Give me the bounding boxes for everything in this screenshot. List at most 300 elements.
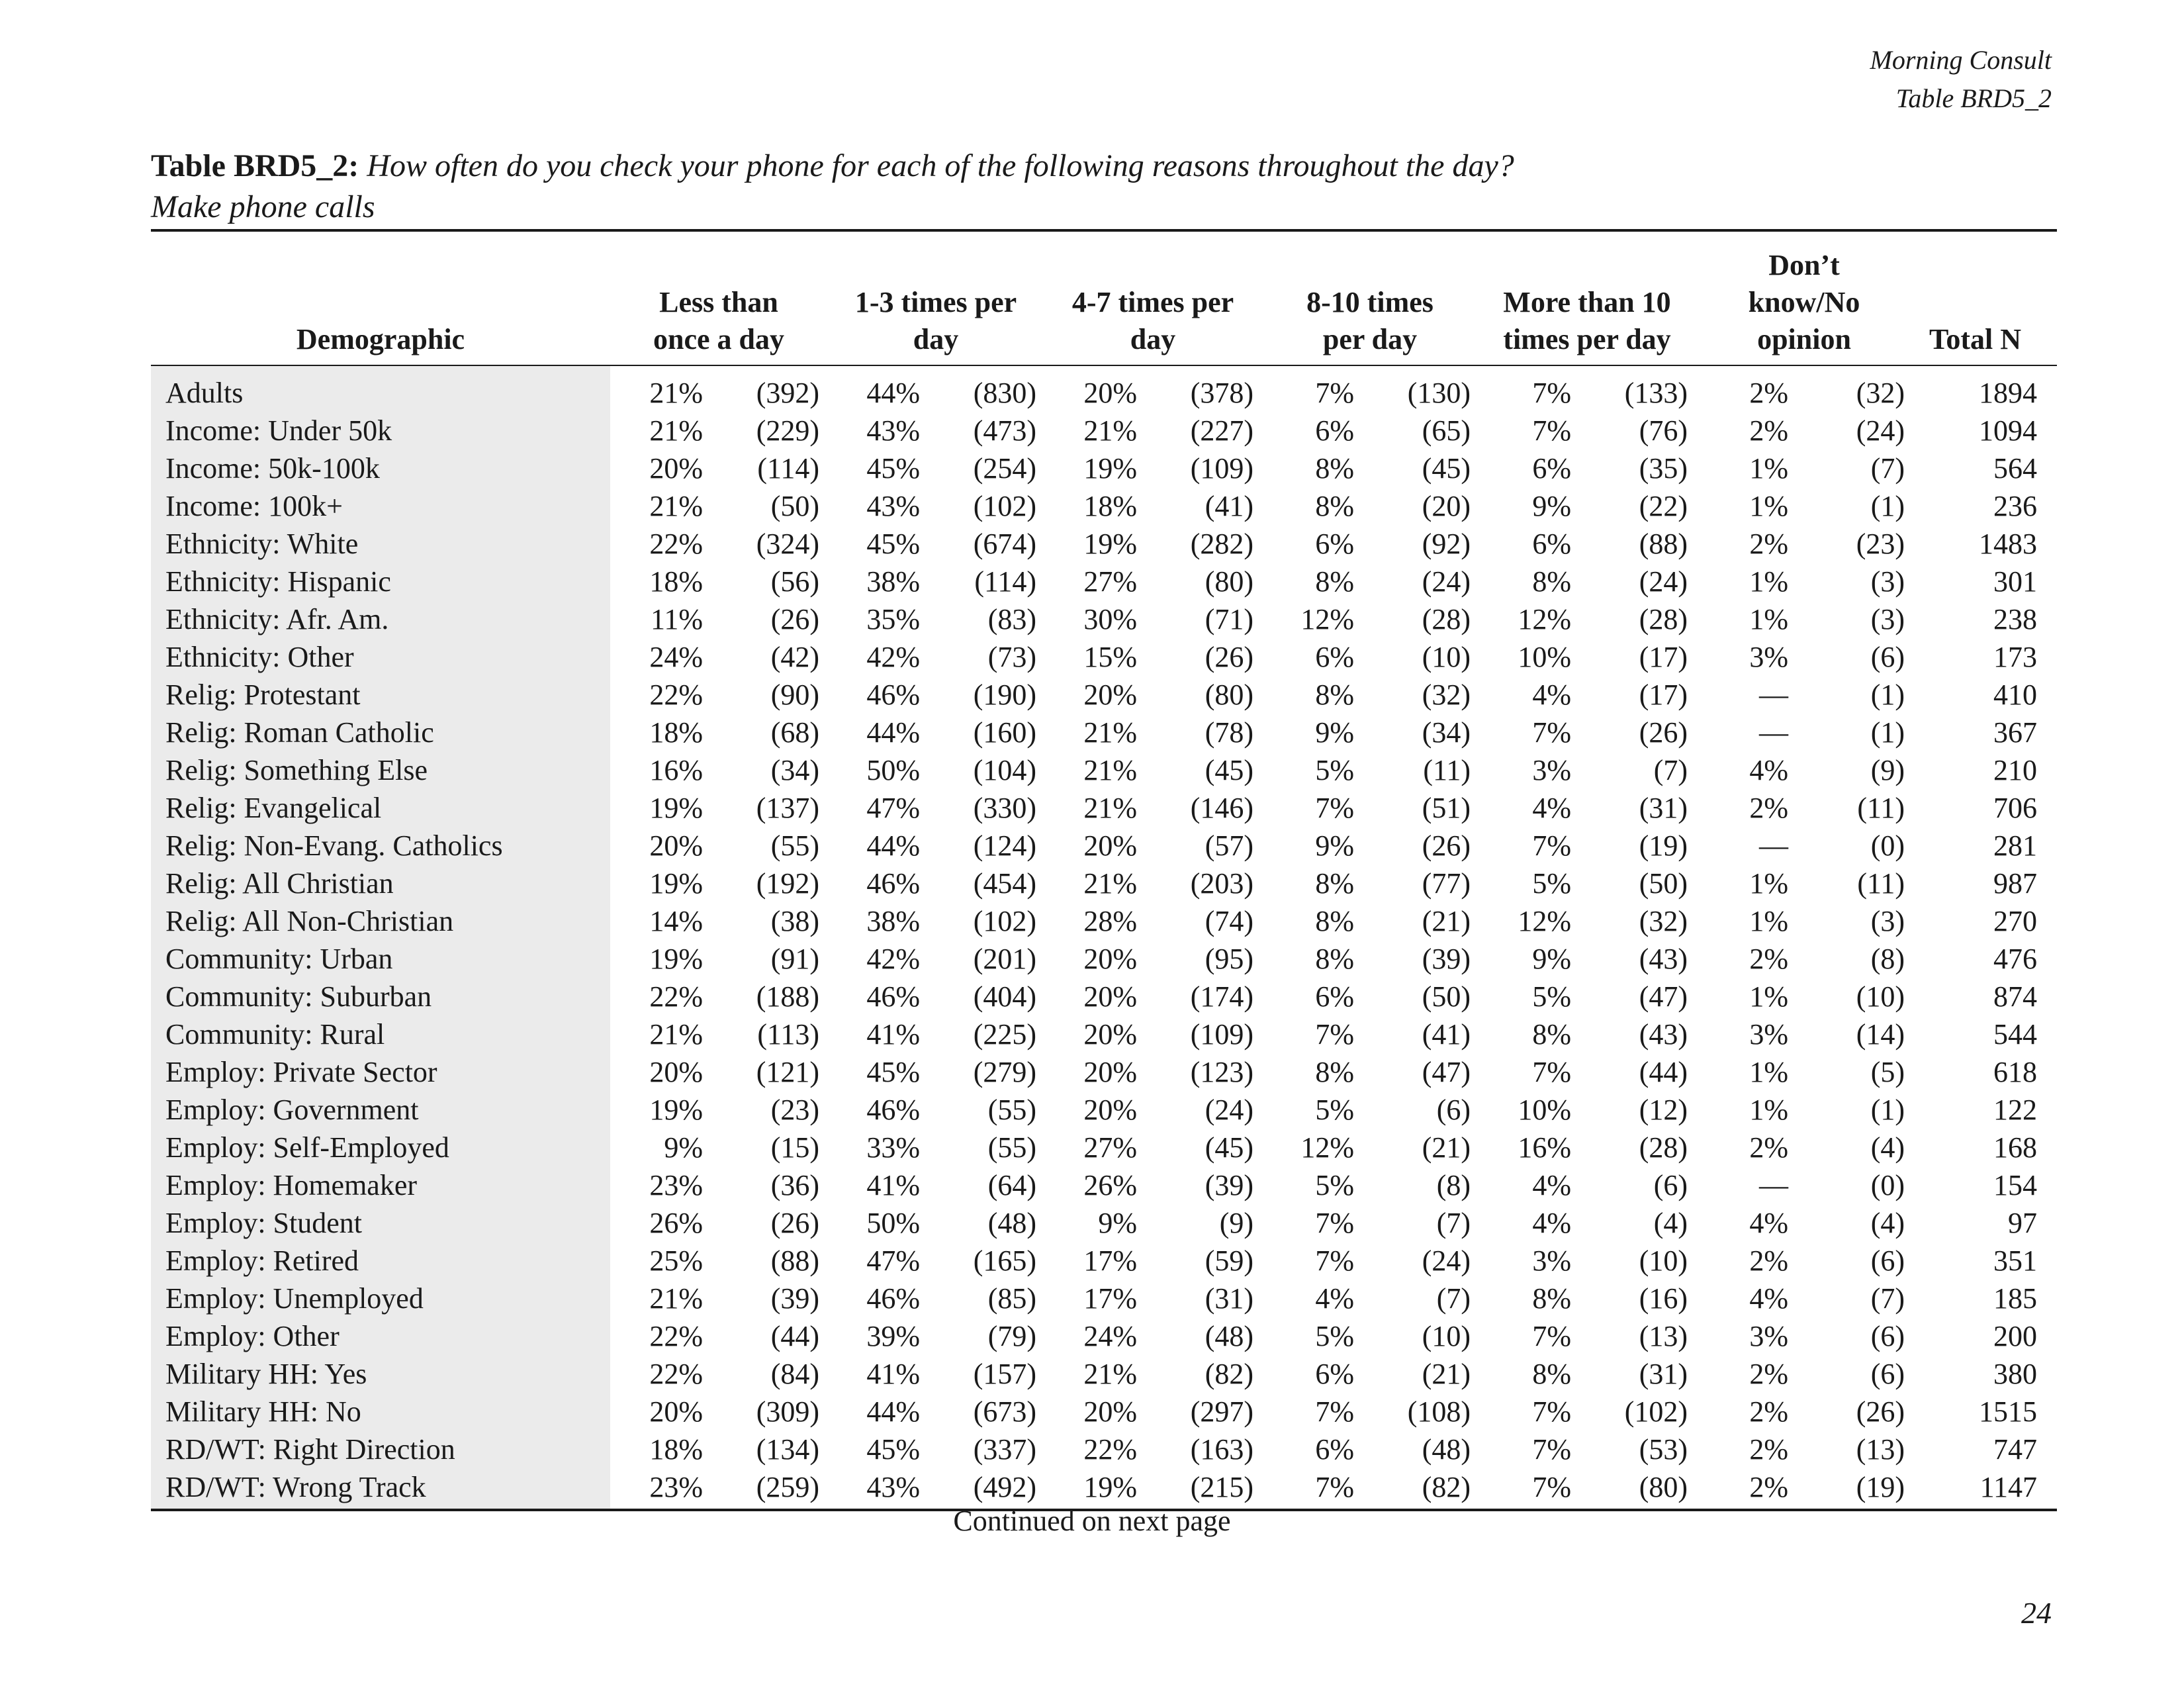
cell-percent: 7%	[1532, 1320, 1571, 1352]
cell-percent: 22%	[649, 1358, 703, 1390]
table-row	[151, 1129, 2057, 1166]
cell-count: (10)	[1422, 641, 1471, 673]
cell-count: (11)	[1857, 792, 1905, 824]
cell-percent: 5%	[1315, 1320, 1354, 1352]
cell-count: (76)	[1639, 414, 1688, 447]
table-row	[151, 525, 2057, 563]
cell-count: (165)	[973, 1244, 1036, 1277]
cell-percent: 21%	[649, 377, 703, 409]
cell-count: (227)	[1190, 414, 1253, 447]
cell-count: (282)	[1190, 528, 1253, 560]
cell-percent: 1%	[1749, 565, 1788, 598]
cell-percent: —	[1759, 1169, 1788, 1201]
cell-total-n: 210	[1993, 754, 2037, 786]
row-demographic: Income: Under 50k	[151, 412, 610, 449]
cell-count: (78)	[1205, 716, 1253, 749]
cell-count: (109)	[1190, 1018, 1253, 1051]
cell-percent: 46%	[866, 1094, 920, 1126]
cell-percent: 27%	[1083, 565, 1137, 598]
cell-count: (88)	[1639, 528, 1688, 560]
cell-percent: 1%	[1749, 452, 1788, 485]
cell-count: (102)	[973, 905, 1036, 937]
cell-percent: 50%	[866, 1207, 920, 1239]
cell-count: (337)	[973, 1433, 1036, 1466]
cell-count: (324)	[756, 528, 819, 560]
cell-percent: 20%	[1083, 980, 1137, 1013]
cell-count: (10)	[1422, 1320, 1471, 1352]
cell-percent: 4%	[1532, 1207, 1571, 1239]
cell-count: (95)	[1205, 943, 1253, 975]
row-demographic: Relig: Non-Evang. Catholics	[151, 827, 610, 865]
cell-count: (0)	[1870, 1169, 1905, 1201]
cell-percent: 4%	[1749, 1282, 1788, 1315]
cell-total-n: 154	[1993, 1169, 2037, 1201]
table-row	[151, 1204, 2057, 1242]
cell-count: (404)	[973, 980, 1036, 1013]
cell-count: (55)	[987, 1131, 1036, 1164]
cell-percent: 8%	[1315, 490, 1354, 522]
row-demographic: Adults	[151, 365, 610, 412]
cell-percent: 41%	[866, 1169, 920, 1201]
cell-count: (83)	[987, 603, 1036, 635]
cell-percent: 20%	[1083, 1395, 1137, 1428]
cell-count: (6)	[1653, 1169, 1688, 1201]
cell-count: (45)	[1205, 754, 1253, 786]
cell-percent: 8%	[1315, 452, 1354, 485]
cell-percent: 10%	[1518, 1094, 1571, 1126]
cell-percent: 20%	[1083, 1018, 1137, 1051]
cell-count: (23)	[1856, 528, 1905, 560]
cell-count: (43)	[1639, 943, 1688, 975]
cell-count: (32)	[1856, 377, 1905, 409]
cell-count: (102)	[1624, 1395, 1688, 1428]
cell-percent: 16%	[1518, 1131, 1571, 1164]
cell-count: (24)	[1856, 414, 1905, 447]
cell-percent: 12%	[1300, 1131, 1354, 1164]
row-demographic: RD/WT: Right Direction	[151, 1430, 610, 1468]
cell-percent: 1%	[1749, 1094, 1788, 1126]
cell-percent: 43%	[866, 414, 920, 447]
cell-percent: 20%	[1083, 679, 1137, 711]
cell-percent: 7%	[1532, 716, 1571, 749]
cell-percent: 10%	[1518, 641, 1571, 673]
cell-percent: 41%	[866, 1018, 920, 1051]
table-row	[151, 1015, 2057, 1053]
cell-count: (7)	[1653, 754, 1688, 786]
cell-count: (32)	[1639, 905, 1688, 937]
cell-percent: 3%	[1749, 641, 1788, 673]
cell-percent: 44%	[866, 377, 920, 409]
cell-count: (133)	[1624, 377, 1688, 409]
cell-count: (192)	[756, 867, 819, 900]
cell-count: (6)	[1870, 1320, 1905, 1352]
cell-count: (82)	[1205, 1358, 1253, 1390]
cell-count: (8)	[1436, 1169, 1471, 1201]
cell-count: (188)	[756, 980, 819, 1013]
cell-percent: 20%	[1083, 829, 1137, 862]
cell-percent: 14%	[649, 905, 703, 937]
row-demographic: RD/WT: Wrong Track	[151, 1468, 610, 1510]
cell-percent: 24%	[1083, 1320, 1137, 1352]
cell-percent: 45%	[866, 1056, 920, 1088]
cell-count: (225)	[973, 1018, 1036, 1051]
cell-count: (34)	[770, 754, 819, 786]
cell-percent: 18%	[649, 565, 703, 598]
cell-percent: 17%	[1083, 1282, 1137, 1315]
cell-percent: 20%	[649, 452, 703, 485]
cell-percent: 4%	[1749, 1207, 1788, 1239]
cell-percent: 1%	[1749, 490, 1788, 522]
cell-total-n: 173	[1993, 641, 2037, 673]
cell-percent: 27%	[1083, 1131, 1137, 1164]
cell-count: (146)	[1190, 792, 1253, 824]
cell-percent: 6%	[1315, 980, 1354, 1013]
col-header-1-3-times: 1-3 times per day	[854, 286, 1017, 355]
cell-percent: 41%	[866, 1358, 920, 1390]
cell-count: (9)	[1219, 1207, 1253, 1239]
row-demographic: Relig: All Non-Christian	[151, 902, 610, 940]
cell-percent: 2%	[1749, 1358, 1788, 1390]
col-header-8-10-times: 8-10 times per day	[1306, 286, 1433, 355]
cell-count: (11)	[1857, 867, 1905, 900]
cell-total-n: 168	[1993, 1131, 2037, 1164]
cell-count: (24)	[1205, 1094, 1253, 1126]
cell-percent: 6%	[1532, 452, 1571, 485]
cell-percent: 43%	[866, 1471, 920, 1503]
cell-count: (82)	[1422, 1471, 1471, 1503]
cell-total-n: 987	[1993, 867, 2037, 900]
cell-count: (80)	[1205, 679, 1253, 711]
cell-count: (492)	[973, 1471, 1036, 1503]
cell-count: (45)	[1205, 1131, 1253, 1164]
cell-percent: 7%	[1315, 377, 1354, 409]
cell-count: (32)	[1422, 679, 1471, 711]
cell-percent: 7%	[1315, 1395, 1354, 1428]
row-demographic: Employ: Other	[151, 1317, 610, 1355]
cell-count: (4)	[1870, 1131, 1905, 1164]
cell-percent: 6%	[1315, 414, 1354, 447]
cell-total-n: 301	[1993, 565, 2037, 598]
cell-percent: 6%	[1315, 1433, 1354, 1466]
cell-count: (48)	[1205, 1320, 1253, 1352]
table-row	[151, 714, 2057, 751]
cell-percent: 6%	[1315, 641, 1354, 673]
cell-percent: 1%	[1749, 980, 1788, 1013]
cell-count: (203)	[1190, 867, 1253, 900]
cell-count: (50)	[1639, 867, 1688, 900]
table-row	[151, 751, 2057, 789]
cell-percent: 3%	[1749, 1320, 1788, 1352]
cell-percent: 7%	[1315, 1471, 1354, 1503]
cell-percent: 38%	[866, 565, 920, 598]
cell-percent: 12%	[1518, 905, 1571, 937]
cell-count: (297)	[1190, 1395, 1253, 1428]
table-row	[151, 1166, 2057, 1204]
cell-percent: 9%	[1098, 1207, 1137, 1239]
row-demographic: Military HH: No	[151, 1393, 610, 1430]
cell-count: (392)	[756, 377, 819, 409]
cell-count: (1)	[1870, 716, 1905, 749]
cell-total-n: 706	[1993, 792, 2037, 824]
cell-total-n: 476	[1993, 943, 2037, 975]
cell-percent: —	[1759, 679, 1788, 711]
cell-percent: 8%	[1315, 867, 1354, 900]
row-demographic: Income: 100k+	[151, 487, 610, 525]
cell-percent: 26%	[649, 1207, 703, 1239]
question-text: How often do you check your phone for each of the following reasons throughout the day?	[367, 148, 1514, 183]
cell-total-n: 380	[1993, 1358, 2037, 1390]
table-row	[151, 1393, 2057, 1430]
cell-count: (84)	[770, 1358, 819, 1390]
cell-count: (24)	[1422, 1244, 1471, 1277]
cell-count: (124)	[973, 829, 1036, 862]
cell-count: (11)	[1423, 754, 1471, 786]
cell-percent: 7%	[1532, 1395, 1571, 1428]
col-header-less-than-once: Less than once a day	[653, 286, 784, 355]
cell-count: (6)	[1436, 1094, 1471, 1126]
cell-count: (17)	[1639, 641, 1688, 673]
cell-percent: 20%	[1083, 943, 1137, 975]
cell-total-n: 410	[1993, 679, 2037, 711]
cell-count: (1)	[1870, 490, 1905, 522]
cell-count: (80)	[1205, 565, 1253, 598]
cell-percent: 25%	[649, 1244, 703, 1277]
cell-total-n: 200	[1993, 1320, 2037, 1352]
row-demographic: Employ: Retired	[151, 1242, 610, 1280]
cell-count: (6)	[1870, 641, 1905, 673]
cell-total-n: 544	[1993, 1018, 2037, 1051]
cell-percent: 22%	[649, 679, 703, 711]
cell-percent: 4%	[1315, 1282, 1354, 1315]
cell-count: (44)	[770, 1320, 819, 1352]
cell-count: (80)	[1639, 1471, 1688, 1503]
cell-percent: 7%	[1315, 1018, 1354, 1051]
cell-percent: 7%	[1532, 1056, 1571, 1088]
cell-count: (215)	[1190, 1471, 1253, 1503]
cell-count: (160)	[973, 716, 1036, 749]
table-row	[151, 449, 2057, 487]
cell-percent: 5%	[1532, 980, 1571, 1013]
cell-percent: 21%	[649, 414, 703, 447]
cell-count: (0)	[1870, 829, 1905, 862]
cell-percent: 8%	[1315, 679, 1354, 711]
cell-count: (190)	[973, 679, 1036, 711]
cell-percent: 2%	[1749, 1395, 1788, 1428]
cell-percent: 1%	[1749, 1056, 1788, 1088]
cell-count: (8)	[1870, 943, 1905, 975]
cell-total-n: 618	[1993, 1056, 2037, 1088]
row-demographic: Employ: Unemployed	[151, 1280, 610, 1317]
table-row	[151, 978, 2057, 1015]
cell-percent: 20%	[1083, 377, 1137, 409]
cell-count: (23)	[770, 1094, 819, 1126]
cell-count: (39)	[1422, 943, 1471, 975]
cell-count: (34)	[1422, 716, 1471, 749]
cell-percent: 3%	[1532, 1244, 1571, 1277]
cell-percent: 5%	[1315, 1094, 1354, 1126]
row-demographic: Ethnicity: White	[151, 525, 610, 563]
cell-count: (56)	[770, 565, 819, 598]
cell-count: (42)	[770, 641, 819, 673]
cell-count: (53)	[1639, 1433, 1688, 1466]
cell-percent: 11%	[650, 603, 703, 635]
cell-percent: 45%	[866, 1433, 920, 1466]
cell-percent: 21%	[1083, 716, 1137, 749]
cell-count: (673)	[973, 1395, 1036, 1428]
cell-percent: 19%	[649, 792, 703, 824]
cell-percent: 18%	[649, 1433, 703, 1466]
cell-count: (92)	[1422, 528, 1471, 560]
cell-count: (26)	[1856, 1395, 1905, 1428]
cell-percent: 44%	[866, 1395, 920, 1428]
cell-count: (65)	[1422, 414, 1471, 447]
cell-total-n: 1483	[1979, 528, 2037, 560]
cell-count: (74)	[1205, 905, 1253, 937]
cell-count: (174)	[1190, 980, 1253, 1013]
table-row	[151, 563, 2057, 600]
cell-percent: 20%	[1083, 1094, 1137, 1126]
cell-count: (41)	[1422, 1018, 1471, 1051]
row-demographic: Community: Urban	[151, 940, 610, 978]
cell-count: (50)	[1422, 980, 1471, 1013]
cell-count: (7)	[1870, 1282, 1905, 1315]
cell-count: (330)	[973, 792, 1036, 824]
col-header-total-n: Total N	[1929, 323, 2021, 355]
cell-count: (64)	[987, 1169, 1036, 1201]
table-row	[151, 827, 2057, 865]
table-row	[151, 902, 2057, 940]
cell-count: (1)	[1870, 1094, 1905, 1126]
cell-percent: 46%	[866, 867, 920, 900]
cell-percent: 39%	[866, 1320, 920, 1352]
cell-percent: 7%	[1315, 1244, 1354, 1277]
cell-percent: 20%	[649, 829, 703, 862]
cell-count: (39)	[770, 1282, 819, 1315]
table-row	[151, 1355, 2057, 1393]
cell-percent: 50%	[866, 754, 920, 786]
cell-percent: 12%	[1518, 603, 1571, 635]
cell-percent: 8%	[1532, 1018, 1571, 1051]
table-body	[151, 365, 2057, 1510]
cell-count: (36)	[770, 1169, 819, 1201]
cell-percent: 9%	[664, 1131, 703, 1164]
table-row	[151, 789, 2057, 827]
cell-percent: 21%	[1083, 1358, 1137, 1390]
row-demographic: Employ: Self-Employed	[151, 1129, 610, 1166]
cell-count: (254)	[973, 452, 1036, 485]
cell-percent: 8%	[1315, 943, 1354, 975]
cell-count: (24)	[1422, 565, 1471, 598]
table-row	[151, 1053, 2057, 1091]
cell-percent: 9%	[1532, 490, 1571, 522]
cell-count: (24)	[1639, 565, 1688, 598]
cell-percent: 21%	[649, 1018, 703, 1051]
cell-percent: 19%	[1083, 1471, 1137, 1503]
cell-count: (19)	[1639, 829, 1688, 862]
cell-total-n: 747	[1993, 1433, 2037, 1466]
cell-percent: 4%	[1749, 754, 1788, 786]
table-row	[151, 940, 2057, 978]
table-title	[151, 146, 2052, 228]
row-demographic: Ethnicity: Hispanic	[151, 563, 610, 600]
cell-total-n: 367	[1993, 716, 2037, 749]
cell-percent: 2%	[1749, 943, 1788, 975]
cell-count: (201)	[973, 943, 1036, 975]
cell-count: (13)	[1856, 1433, 1905, 1466]
cell-count: (57)	[1205, 829, 1253, 862]
table-row	[151, 1280, 2057, 1317]
row-demographic: Community: Rural	[151, 1015, 610, 1053]
cell-count: (3)	[1870, 565, 1905, 598]
cell-total-n: 1515	[1979, 1395, 2037, 1428]
cell-count: (279)	[973, 1056, 1036, 1088]
cell-percent: 19%	[1083, 528, 1137, 560]
cell-count: (28)	[1639, 1131, 1688, 1164]
table-row	[151, 1317, 2057, 1355]
cell-percent: 19%	[649, 943, 703, 975]
cell-count: (134)	[756, 1433, 819, 1466]
cell-percent: 7%	[1315, 1207, 1354, 1239]
col-header-demographic: Demographic	[296, 323, 465, 355]
cell-count: (39)	[1205, 1169, 1253, 1201]
cell-percent: 1%	[1749, 867, 1788, 900]
cell-percent: 17%	[1083, 1244, 1137, 1277]
cell-count: (38)	[770, 905, 819, 937]
cell-count: (7)	[1436, 1282, 1471, 1315]
cell-percent: 20%	[649, 1395, 703, 1428]
row-demographic: Ethnicity: Afr. Am.	[151, 600, 610, 638]
cell-percent: 2%	[1749, 1131, 1788, 1164]
col-header-more-than-10: More than 10 times per day	[1503, 286, 1671, 355]
table-row	[151, 487, 2057, 525]
cell-percent: 23%	[649, 1471, 703, 1503]
cell-count: (22)	[1639, 490, 1688, 522]
col-header-4-7-times: 4-7 times per day	[1071, 286, 1234, 355]
cell-percent: 1%	[1749, 603, 1788, 635]
cell-percent: 43%	[866, 490, 920, 522]
cell-percent: 22%	[649, 1320, 703, 1352]
cell-total-n: 1147	[1979, 1471, 2037, 1503]
row-demographic: Employ: Student	[151, 1204, 610, 1242]
cell-percent: 2%	[1749, 792, 1788, 824]
cell-count: (674)	[973, 528, 1036, 560]
cell-percent: 6%	[1315, 1358, 1354, 1390]
table-row	[151, 676, 2057, 714]
cell-count: (309)	[756, 1395, 819, 1428]
row-demographic: Relig: Roman Catholic	[151, 714, 610, 751]
page-header	[1870, 41, 2052, 118]
cell-count: (123)	[1190, 1056, 1253, 1088]
cell-count: (137)	[756, 792, 819, 824]
cell-count: (19)	[1856, 1471, 1905, 1503]
cell-count: (378)	[1190, 377, 1253, 409]
cell-percent: 15%	[1083, 641, 1137, 673]
cell-count: (13)	[1639, 1320, 1688, 1352]
row-demographic: Relig: Something Else	[151, 751, 610, 789]
cell-count: (17)	[1639, 679, 1688, 711]
cell-percent: 4%	[1532, 679, 1571, 711]
cell-count: (108)	[1407, 1395, 1471, 1428]
cell-percent: 2%	[1749, 528, 1788, 560]
cell-percent: 22%	[649, 980, 703, 1013]
cell-count: (229)	[756, 414, 819, 447]
cell-count: (48)	[1422, 1433, 1471, 1466]
table-row	[151, 1091, 2057, 1129]
cell-percent: 46%	[866, 980, 920, 1013]
cell-percent: 19%	[649, 1094, 703, 1126]
cell-percent: 2%	[1749, 1471, 1788, 1503]
cell-total-n: 236	[1993, 490, 2037, 522]
